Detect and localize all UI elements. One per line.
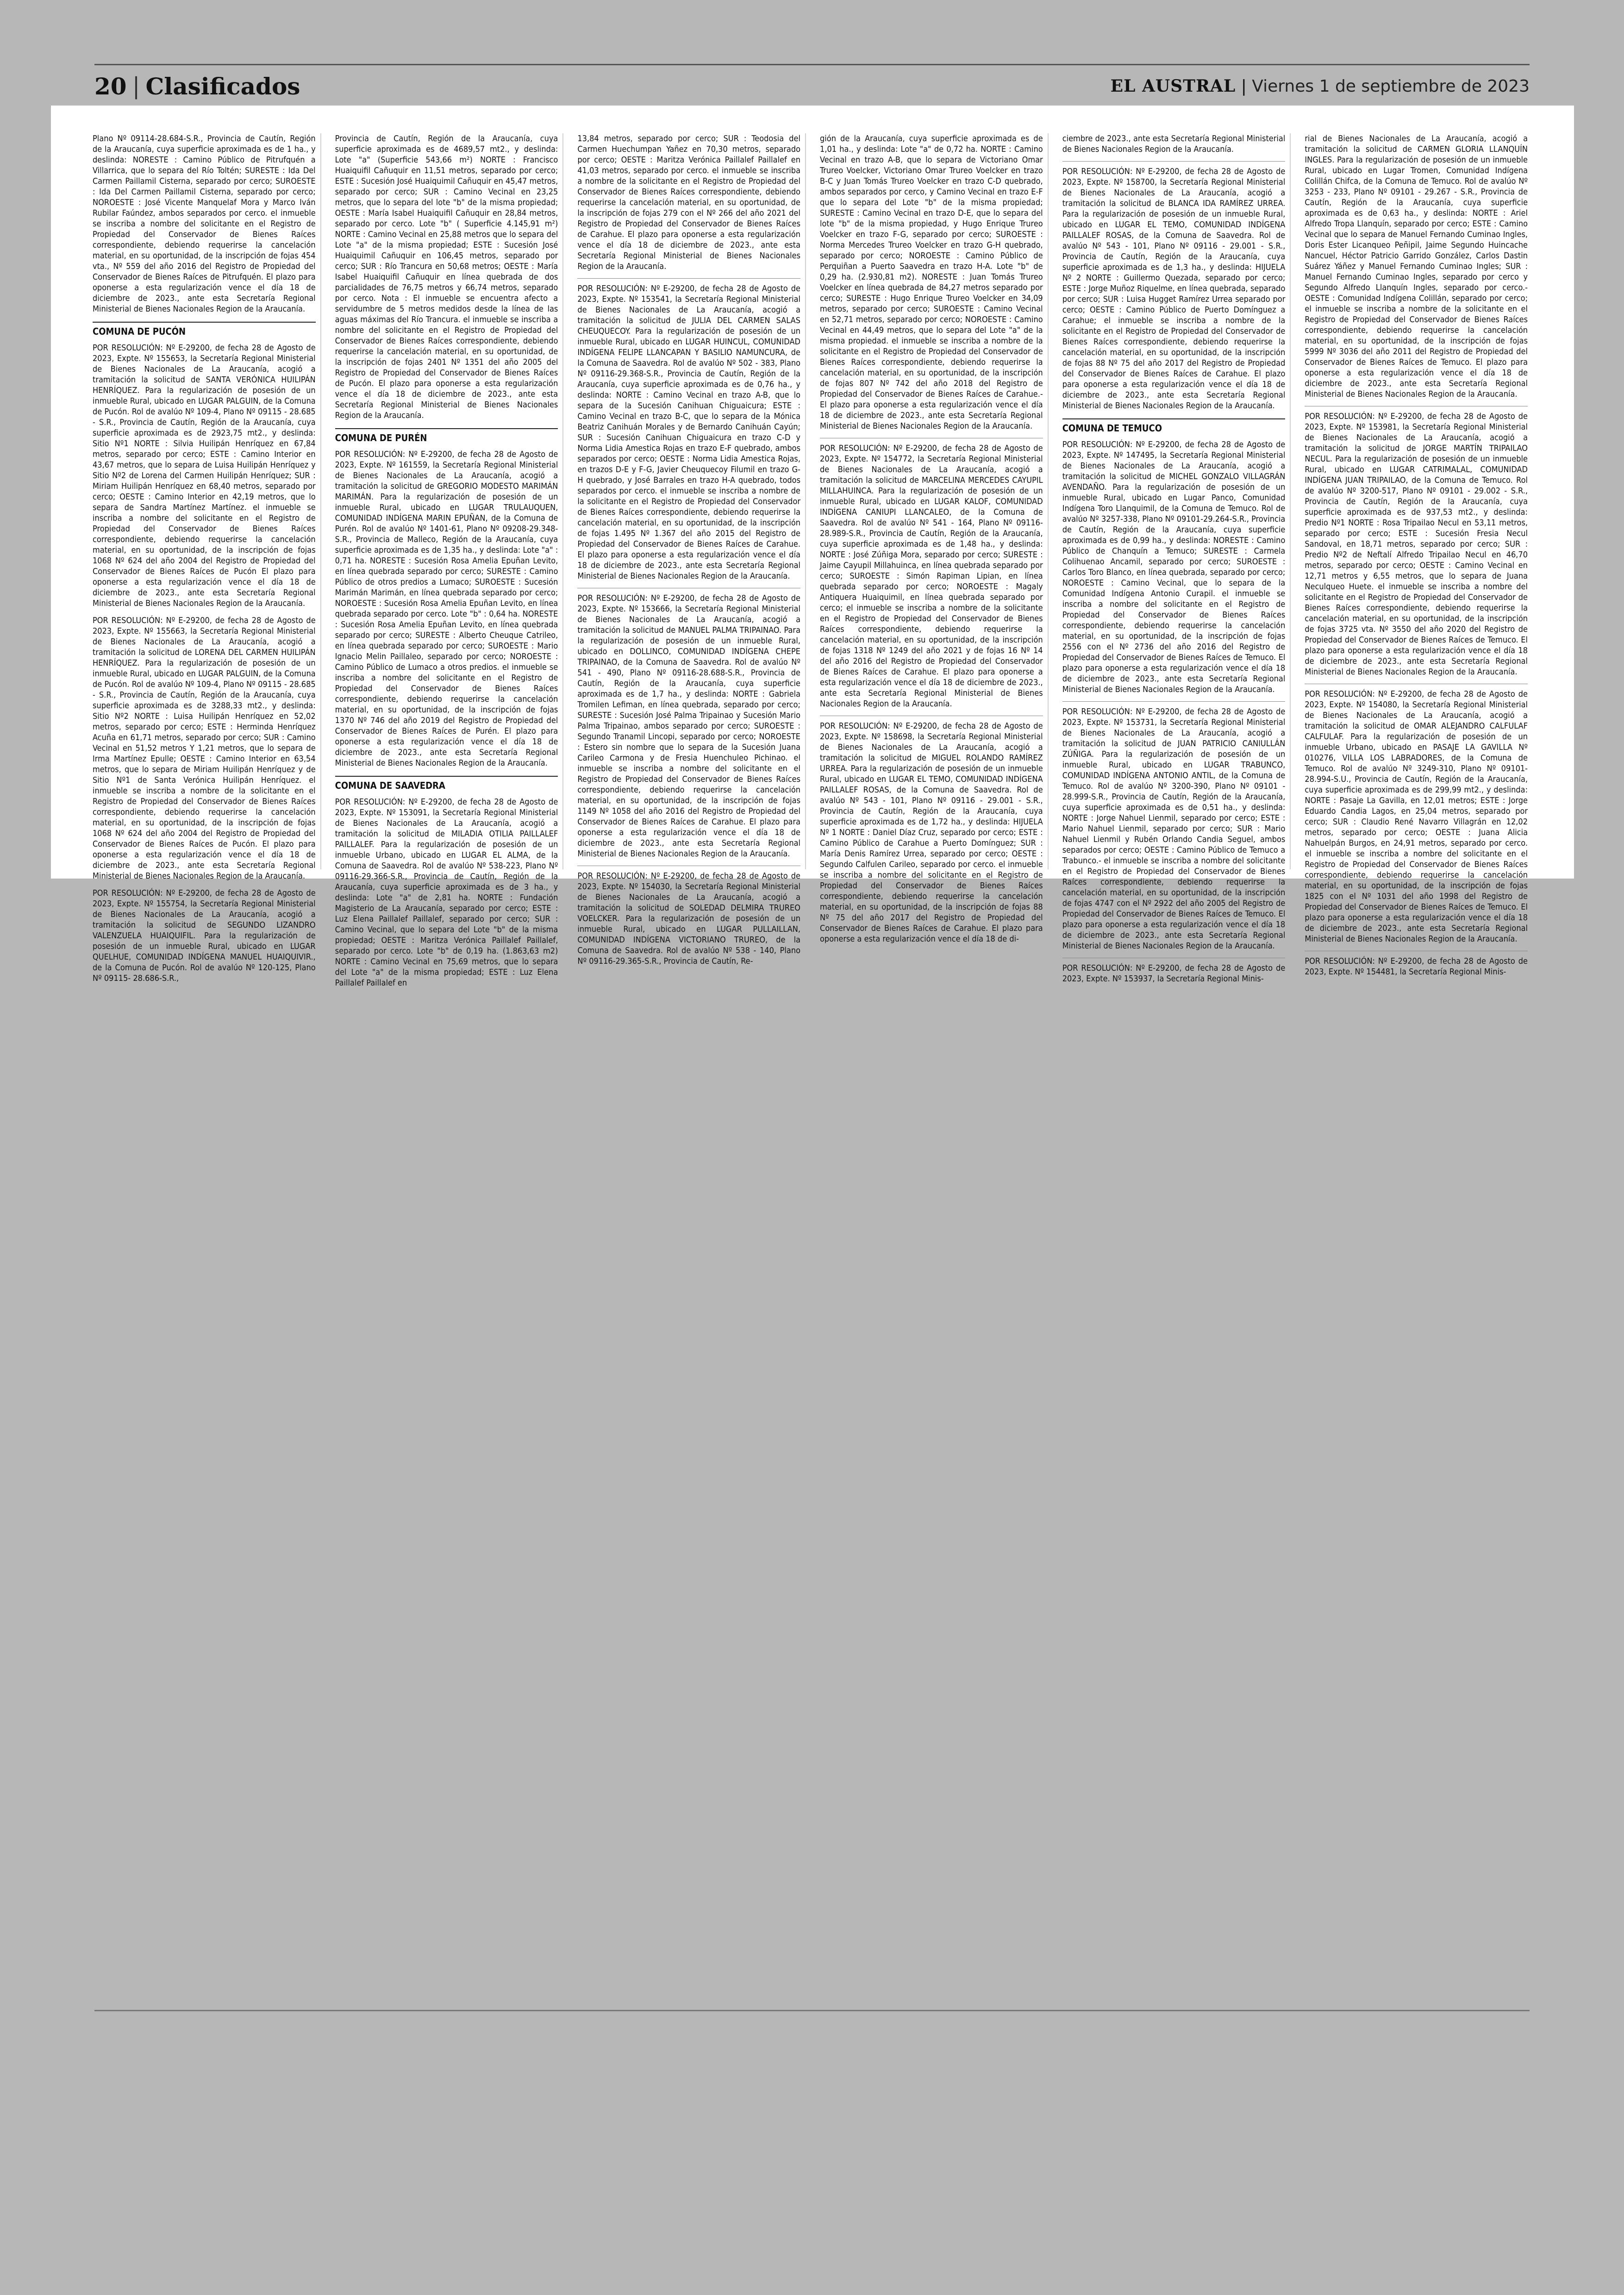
page-header <box>94 64 1530 107</box>
masthead <box>1111 76 1530 96</box>
classifieds-column-4 <box>820 133 1049 944</box>
legal-notice: POR RESOLUCIÓN: Nº E-29200, de fecha 28 de Agosto de 2023, Expte. Nº 147495, la Secretaría Regional Ministerial de Bienes Nacionales de La Araucanía, acogió a tramitación la solicitud de MICHEL GONZALO VILLAGRÁN AVENDAÑO. Para la regularización de posesión de un inmueble Rural, ubicado en Lugar Panco, Comunidad Indígena Toro Llanquimil, de la Comuna de Temuco. Rol de avalúo Nº 3257-338, Plano Nº 09101-29.264-S.R., Provincia de Cautín, Región de la Araucanía, cuya superficie aproximada es de 0,99 ha., y deslinda: NORESTE : Camino Público de Chanquín a Temuco; SURESTE : Carmela Colihuenao Ancamil, separado por cerco; SUROESTE : Carlos Toro Blanco, en línea quebrada, separado por cerco; NOROESTE : Camino Vecinal, que lo separa de la Comunidad Indígena Antonio Curapil. el inmueble se inscriba a nombre del solicitante en el Registro de Propiedad del Conservador de Bienes Raíces correspondiente, debiendo requerirse la cancelación material, en su oportunidad, de la inscripción de fojas 2556 con el Nº 2736 del año 2016 del Registro de Propiedad del Conservador de Bienes Raíces de Temuco. El plazo para oponerse a esta regularización vence el día 18 de diciembre de 2023., ante esta Secretaría Regional Ministerial de Bienes Nacionales Region de la Araucanía. <box>1062 440 1286 694</box>
legal-notice: 13,84 metros, separado por cerco; SUR : Teodosia del Carmen Huechumpan Yañez en 70,30 metros, separado por cerco; OESTE : Maritza Verónica Paillalef Paillalef en 41,03 metros, separado por cerco. el inmueble se inscriba a nombre de la solicitante en el Registro de Propiedad del Conservador de Bienes Raíces correspondiente, debiendo requerirse la cancelación material, en su oportunidad, de la inscripción de fojas 279 con el Nº 266 del año 2021 del Registro de Propiedad del Conservador de Bienes Raíces de Carahue. El plazo para oponerse a esta regularización vence el día 18 de diciembre de 2023., ante esta Secretaría Regional Ministerial de Bienes Nacionales Region de la Araucanía. <box>577 134 801 271</box>
legal-notice: POR RESOLUCIÓN: Nº E-29200, de fecha 28 de Agosto de 2023, Expte. Nº 161559, la Secretaría Regional Ministerial de Bienes Nacionales de La Araucanía, acogió a tramitación la solicitud de GREGORIO MODESTO MARIMÁN MARIMÁN. Para la regularización de posesión de un inmueble Rural, ubicado en LUGAR TRULAUQUEN, COMUNIDAD INDÍGENA MARIN EPUÑAN, de la Comuna de Purén. Rol de avalúo Nº 1401-61, Plano Nº 09208-29.348-S.R., Provincia de Malleco, Región de la Araucanía, cuya superficie aproximada es de 1,35 ha., y deslinda: Lote "a" : 0,71 ha. NORESTE : Sucesión Rosa Amelia Epuñan Levito, en línea quebrada separado por cerco; SURESTE : Camino Público de otros predios a Lumaco; SUROESTE : Sucesión Marimán Marimán, en línea quebrada separado por cerco; NOROESTE : Sucesión Rosa Amelia Epuñan Levito, en línea quebrada separado por cerco. Lote "b" : 0,64 ha. NORESTE : Sucesión Rosa Amelia Epuñan Levito, en línea quebrada separado por cerco; SURESTE : Alberto Cheuque Catrileo, en línea quebrada separado por cerco; SUROESTE : Mario Ignacio Melin Paillaleo, separado por cerco; NOROESTE : Camino Público de Lumaco a otros predios. el inmueble se inscriba a nombre del solicitante en el Registro de Propiedad del Conservador de Bienes Raíces correspondiente, debiendo requerirse la cancelación material, en su oportunidad, de la inscripción de fojas 1370 Nº 746 del año 2019 del Registro de Propiedad del Conservador de Bienes Raíces de Purén. El plazo para oponerse a esta regularización vence el día 18 de diciembre de 2023., ante esta Secretaría Regional Ministerial de Bienes Nacionales Region de la Araucanía. <box>335 449 558 768</box>
comuna-heading: COMUNA DE PURÉN <box>335 428 558 443</box>
bottom-divider <box>94 2010 1530 2011</box>
page-number: 20 <box>94 72 127 100</box>
classifieds-page <box>51 106 1574 988</box>
classifieds-column-2 <box>335 133 564 988</box>
classifieds-column-1 <box>93 133 321 983</box>
legal-notice: POR RESOLUCIÓN: Nº E-29200, de fecha 28 de Agosto de 2023, Expte. Nº 158700, la Secretaría Regional Ministerial de Bienes Nacionales de La Araucanía, acogió a tramitación la solicitud de BLANCA IDA RAMÍREZ URREA. Para la regularización de posesión de un inmueble Rural, ubicado en LUGAR EL TEMO, COMUNIDAD INDÍGENA PAILLALEF ROSAS, de la Comuna de Saavedra. Rol de avalúo Nº 543 - 101, Plano Nº 09116 - 29.001 - S.R., Provincia de Cautín, Región de la Araucanía, cuya superficie aproximada es de 1,3 ha., y deslinda: HIJUELA Nº 2 NORTE : Guillermo Quezada, separado por cerco; ESTE : Jorge Muñoz Riquelme, en línea quebrada, separado por cerco; SUR : Luisa Hugget Ramírez Urrea separado por cerco; OESTE : Camino Público de Puerto Domínguez a Carahue; el inmueble se inscriba a nombre de la solicitante en el Registro de Propiedad del Conservador de Bienes Raíces correspondiente, debiendo requerirse la cancelación material, en su oportunidad, de la inscripción de fojas 88 Nº 75 del año 2017 del Registro de Propiedad del Conservador de Bienes Raíces de Carahue. El plazo para oponerse a esta regularización vence el día 18 de diciembre de 2023., ante esta Secretaría Regional Ministerial de Bienes Nacionales Region de la Araucanía. <box>1062 167 1286 411</box>
legal-notice: POR RESOLUCIÓN: Nº E-29200, de fecha 28 de Agosto de 2023, Expte. Nº 153937, la Secretaría Regional Minis- <box>1062 963 1286 984</box>
header-separator: | <box>132 73 140 100</box>
issue-date: Viernes 1 de septiembre de 2023 <box>1252 77 1530 96</box>
legal-notice: Plano Nº 09114-28.684-S.R., Provincia de Cautín, Región de la Araucanía, cuya superficie aproximada es de 1 ha., y deslinda: NORESTE : Camino Público de Pitrufquén a Villarrica, que lo separa del Río Toltén; SURESTE : Ida Del Carmen Paillamil Cisterna, separado por cerco; SUROESTE : Ida Del Carmen Paillamil Cisterna, separado por cerco; NOROESTE : José Vicente Manquelaf Mora y Marco Iván Rubilar Faúndez, ambos separados por cerco. el inmueble se inscriba a nombre del solicitante en el Registro de Propiedad del Conservador de Bienes Raíces correspondiente, debiendo requerirse la cancelación material, en su oportunidad, de la inscripción de fojas 454 vta., Nº 559 del año 2016 del Registro de Propiedad del Conservador de Bienes Raíces de Pitrufquén. El plazo para oponerse a esta regularización vence el día 18 de diciembre de 2023., ante esta Secretaría Regional Ministerial de Bienes Nacionales Region de la Araucanía. <box>93 134 316 314</box>
legal-notice: POR RESOLUCIÓN: Nº E-29200, de fecha 28 de Agosto de 2023, Expte. Nº 155754, la Secretaría Regional Ministerial de Bienes Nacionales de La Araucanía, acogió a tramitación la solicitud de SEGUNDO LIZANDRO VALENZUELA HUAIQUIFIL. Para la regularización de posesión de un inmueble Rural, ubicado en LUGAR QUELHUE, COMUNIDAD INDÍGENA MANUEL HUAIQUIVIR., de la Comuna de Pucón. Rol de avalúo Nº 120-125, Plano Nº 09115- 28.686-S.R., <box>93 888 316 983</box>
legal-notice: POR RESOLUCIÓN: Nº E-29200, de fecha 28 de Agosto de 2023, Expte. Nº 154481, la Secretaría Regional Minis- <box>1305 956 1528 977</box>
legal-notice: POR RESOLUCIÓN: Nº E-29200, de fecha 28 de Agosto de 2023, Expte. Nº 153981, la Secretaría Regional Ministerial de Bienes Nacionales de La Araucanía, acogió a tramitación la solicitud de JORGE MARTÍN TRIPAILAO NECUL. Para la regularización de posesión de un inmueble Rural, ubicado en LUGAR CATRIMALAL, COMUNIDAD INDÍGENA JUAN TRIPAILAO, de la Comuna de Temuco. Rol de avalúo Nº 3200-517, Plano Nº 09101 - 29.002 - S.R., Provincia de Cautín, Región de la Araucanía, cuya superficie aproximada es de 937,53 mt2., y deslinda: Predio Nº1 NORTE : Rosa Tripailao Necul en 53,11 metros, separado por cerco; ESTE : Sucesión Fresia Necul Sandoval, en 18,71 metros, separado por cerco; SUR : Predio Nº2 de Neftalí Alfredo Tripailao Necul en 46,70 metros, separado por cerco; OESTE : Camino Vecinal en 12,71 metros y 6,55 metros, que lo separa de Juana Neculqueo Huete. el inmueble se inscriba a nombre del solicitante en el Registro de Propiedad del Conservador de Bienes Raíces correspondiente, debiendo requerirse la cancelación material, en su oportunidad, de la inscripción de fojas 3725 vta. Nº 3550 del año 2020 del Registro de Propiedad del Conservador de Bienes Raíces de Temuco. El plazo para oponerse a esta regularización vence el día 18 de diciembre de 2023., ante esta Secretaría Regional Ministerial de Bienes Nacionales Region de la Araucanía. <box>1305 412 1528 677</box>
page-section-title <box>94 73 300 100</box>
legal-notice: POR RESOLUCIÓN: Nº E-29200, de fecha 28 de Agosto de 2023, Expte. Nº 155663, la Secretaría Regional Ministerial de Bienes Nacionales de La Araucanía, acogió a tramitación la solicitud de LORENA DEL CARMEN HUILIPÁN HENRÍQUEZ. Para la regularización de posesión de un inmueble Rural, ubicado en LUGAR PALGUIN, de la Comuna de Pucón. Rol de avalúo Nº 109-4, Plano Nº 09115 - 28.685 - S.R., Provincia de Cautín, Región de la Araucanía, cuya superficie aproximada es de 3288,33 mt2., y deslinda: Sitio Nº2 NORTE : Luisa Huilipán Henríquez en 52,02 metros, separado por cerco; ESTE : Herminda Henríquez Acuña en 61,71 metros, separado por cerco; SUR : Camino Vecinal en 51,52 metros Y 1,21 metros, que lo separa de Irma Martínez Epulle; OESTE : Camino Interior en 63,54 metros, que lo separa de Miriam Huilipán Henríquez y de Sitio Nº1 de Santa Verónica Huilipán Henríquez. el inmueble se inscriba a nombre de la solicitante en el Registro de Propiedad del Conservador de Bienes Raíces correspondiente, debiendo requerirse la cancelación material, en su oportunidad, de la inscripción de fojas 1068 Nº 624 del año 2004 del Registro de Propiedad del Conservador de Bienes Raíces de Pucón. El plazo para oponerse a esta regularización vence el día 18 de diciembre de 2023., ante esta Secretaría Regional Ministerial de Bienes Nacionales Region de la Araucanía. <box>93 616 316 881</box>
comuna-heading: COMUNA DE TEMUCO <box>1062 418 1286 434</box>
legal-notice: POR RESOLUCIÓN: Nº E-29200, de fecha 28 de Agosto de 2023, Expte. Nº 154080, la Secretaría Regional Ministerial de Bienes Nacionales de La Araucanía, acogió a tramitación la solicitud de OMAR ALEJANDRO CALFULAF CALFULAF. Para la regularización de posesión de un inmueble Urbano, ubicado en PASAJE LA GAVILLA Nº 010276, VILLA LOS LABRADORES, de la Comuna de Temuco. Rol de avalúo Nº 3249-310, Plano Nº 09101-28.994-S.U., Provincia de Cautín, Región de la Araucanía, cuya superficie aproximada es de 299,99 mt2., y deslinda: NORTE : Pasaje La Gavilla, en 12,01 metros; ESTE : Jorge Eduardo Candia Lagos, en 25,04 metros, separado por cerco; SUR : Claudio René Navarro Villagrán en 12,02 metros, separado por cerco; OESTE : Juana Alicia Nahuelpán Burgos, en 24,91 metros, separado por cerco. el inmueble se inscriba a nombre del solicitante en el Registro de Propiedad del Conservador de Bienes Raíces correspondiente, debiendo requerirse la cancelación material, en su oportunidad, de la inscripción de fojas 1825 con el Nº 1031 del año 1998 del Registro de Propiedad del Conservador de Bienes Raíces de Temuco. El plazo para oponerse a esta regularización vence el día 18 de diciembre de 2023., ante esta Secretaría Regional Ministerial de Bienes Nacionales Region de la Araucanía. <box>1305 689 1528 944</box>
comuna-heading: COMUNA DE SAAVEDRA <box>335 776 558 791</box>
comuna-heading: COMUNA DE PUCÓN <box>93 322 316 337</box>
legal-notice: POR RESOLUCIÓN: Nº E-29200, de fecha 28 de Agosto de 2023, Expte. Nº 155653, la Secretaría Regional Ministerial de Bienes Nacionales de La Araucanía, acogió a tramitación la solicitud de SANTA VERÓNICA HUILIPÁN HENRÍQUEZ. Para la regularización de posesión de un inmueble Rural, ubicado en LUGAR PALGUIN, de la Comuna de Pucón. Rol de avalúo Nº 109-4, Plano Nº 09115 - 28.685 - S.R., Provincia de Cautín, Región de la Araucanía, cuya superficie aproximada es de 2923,75 mt2., y deslinda: Sitio Nº1 NORTE : Silvia Huilipán Henríquez en 67,84 metros, separado por cerco; ESTE : Camino Interior en 43,67 metros, que lo separa de Luisa Huilipán Henríquez y Sitio Nº2 de Lorena del Carmen Huilipán Henríquez; SUR : Miriam Huilipán Henríquez en 68,40 metros, separado por cerco; OESTE : Camino Interior en 42,19 metros, que lo separa de Sandra Martínez Martínez. el inmueble se inscriba a nombre del solicitante en el Registro de Propiedad del Conservador de Bienes Raíces correspondiente, debiendo requerirse la cancelación material, en su oportunidad, de la inscripción de fojas 1068 Nº 624 del año 2004 del Registro de Propiedad del Conservador de Bienes Raíces de Pucón El plazo para oponerse a esta regularización vence el día 18 de diciembre de 2023., ante esta Secretaría Regional Ministerial de Bienes Nacionales Region de la Araucanía. <box>93 343 316 608</box>
masthead-separator: | <box>1241 77 1247 96</box>
notice-divider <box>577 278 800 279</box>
notice-divider <box>1062 161 1286 162</box>
section-name: Clasificados <box>145 72 300 100</box>
notice-divider <box>1062 701 1286 702</box>
legal-notice: POR RESOLUCIÓN: Nº E-29200, de fecha 28 de Agosto de 2023, Expte. Nº 154030, la Secretaría Regional Ministerial de Bienes Nacionales de La Araucanía, acogió a tramitación la solicitud de SOLEDAD DELMIRA TRUREO VOELCKER. Para la regularización de posesión de un inmueble Rural, ubicado en LUGAR PULLAILLAN, COMUNIDAD INDÍGENA VICTORIANO TRUREO, de la Comuna de Saavedra. Rol de avalúo Nº 538 - 140, Plano Nº 09116-29.365-S.R., Provincia de Cautín, Re- <box>577 871 801 966</box>
legal-notice: POR RESOLUCIÓN: Nº E-29200, de fecha 28 de Agosto de 2023, Expte. Nº 154772, la Secretaría Regional Ministerial de Bienes Nacionales de La Araucanía, acogió a tramitación la solicitud de MARCELINA MERCEDES CAYUPIL MILLAHUINCA. Para la regularización de posesión de un inmueble Rural, ubicado en LUGAR KALOF, COMUNIDAD INDÍGENA CANIUPI LLANCALEO, de la Comuna de Saavedra. Rol de avalúo Nº 541 - 164, Plano Nº 09116-28.989-S.R., Provincia de Cautín, Región de la Araucanía, cuya superficie aproximada es de 1,48 ha., y deslinda: NORTE : José Zúñiga Mora, separado por cerco; SURESTE : Jaime Cayupil Millahuinca, en línea quebrada separado por cerco; SUROESTE : Simón Rapiman Lipian, en línea quebrada separado por cerco; NOROESTE : Magaly Antiquera Huaiquimil, en línea quebrada separado por cerco; el inmueble se inscriba a nombre de la solicitante en el Registro de Propiedad del Conservador de Bienes Raíces correspondiente, debiendo requerirse la cancelación material, en su oportunidad, de la inscripción de fojas 1318 Nº 1249 del año 2021 y de fojas 16 Nº 14 del año 2016 del Registro de Propiedad del Conservador de Bienes Raíces de Carahue. El plazo para oponerse a esta regularización vence el día 18 de diciembre de 2023., ante esta Secretaría Regional Ministerial de Bienes Nacionales Region de la Araucanía. <box>820 443 1043 709</box>
legal-notice: POR RESOLUCIÓN: Nº E-29200, de fecha 28 de Agosto de 2023, Expte. Nº 153731, la Secretaría Regional Ministerial de Bienes Nacionales de La Araucanía, acogió a tramitación la solicitud de JUAN PATRICIO CANIULLÁN ZÚÑIGA. Para la regularización de posesión de un inmueble Rural, ubicado en LUGAR TRABUNCO, COMUNIDAD INDÍGENA ANTONIO ANTIL, de la Comuna de Temuco. Rol de avalúo Nº 3200-390, Plano Nº 09101 - 28.999-S.R., Provincia de Cautín, Región de la Araucanía, cuya superficie aproximada es de 0,51 ha., y deslinda: NORTE : Jorge Nahuel Lienmil, separado por cerco; ESTE : Mario Nahuel Lienmil, separado por cerco; SUR : Mario Nahuel Lienmil y Rubén Orlando Candia Seguel, ambos separados por cerco; OESTE : Camino Público de Temuco a Trabunco.- el inmueble se inscriba a nombre del solicitante en el Registro de Propiedad del Conservador de Bienes Raíces correspondiente, debiendo requerirse la cancelación material, en su oportunidad, de la inscripción de fojas 4747 con el Nº 2922 del año 2005 del Registro de Propiedad del Conservador de Bienes Raíces de Temuco. El plazo para oponerse a esta regularización vence el día 18 de diciembre de 2023., ante esta Secretaría Regional Ministerial de Bienes Nacionales Region de la Araucanía. <box>1062 707 1286 951</box>
classifieds-column-6 <box>1305 133 1532 977</box>
legal-notice: gión de la Araucanía, cuya superficie aproximada es de 1,01 ha., y deslinda: Lote "a" de 0,72 ha. NORTE : Camino Vecinal en trazo A-B, que lo separa de Victoriano Omar Trureo Voelcker, Victoriano Omar Trureo Voelcker en trazo B-C y Juan Tomás Trureo Voelcker en trazo C-D quebrado, ambos separados por cerco, y Camino Vecinal en trazo E-F que lo separa del Lote "b" de la misma propiedad; SURESTE : Camino Vecinal en trazo D-E, que lo separa del lote "b" de la misma propiedad, y Hugo Enrique Trureo Voelcker en trazo F-G, separado por cerco; SUROESTE : Norma Mercedes Trureo Voelcker en trazo G-H quebrado, separado por cerco; NOROESTE : Camino Público de Perquiñan a Puerto Saavedra en trazo H-A. Lote "b" de 0,29 ha. (2.930,81 m2). NORESTE : Juan Tomás Trureo Voelcker en línea quebrada de 84,27 metros separado por cerco; SURESTE : Hugo Enrique Trureo Voelcker en 34,09 metros, separado por cerco; SUROESTE : Camino Vecinal en 52,71 metros, separado por cerco; NOROESTE : Camino Vecinal en 44,49 metros, que lo separa del Lote "a" de la misma propiedad. el inmueble se inscriba a nombre de la solicitante en el Registro de Propiedad del Conservador de Bienes Raíces correspondiente, debiendo requerirse la cancelación material, en su oportunidad, de la inscripción de fojas 807 Nº 742 del año 2018 del Registro de Propiedad del Conservador de Bienes Raíces de Carahue.- El plazo para oponerse a esta regularización vence el día 18 de diciembre de 2023., ante esta Secretaría Regional Ministerial de Bienes Nacionales Region de la Araucanía. <box>820 134 1043 431</box>
legal-notice: Provincia de Cautín, Región de la Araucanía, cuya superficie aproximada es de 4689,57 mt2., y deslinda: Lote "a" (Superficie 543,66 m²) NORTE : Francisco Huaiquifil Cañuquir en 11,51 metros, separado por cerco; ESTE : Sucesión José Huaiquimil Cañuquir en 45,47 metros, separado por cerco; SUR : Camino Vecinal en 23,25 metros, que lo separa del lote "b" de la misma propiedad; OESTE : María Isabel Huaiquifil Cañuquir en 28,84 metros, separado por cerco. Lote "b" ( Superficie 4.145,91 m²) NORTE : Camino Vecinal en 25,88 metros que lo separa del Lote "a" de la misma propiedad; ESTE : Sucesión José Huaiquimil Cañuquir en 106,45 metros, separado por cerco; SUR : Río Trancura en 50,68 metros; OESTE : María Isabel Huaiquifil Cañuquir en línea quebrada de dos parcialidades de 76,75 metros y 66,74 metros, separado por cerco. Nota : El inmueble se encuentra afecto a servidumbre de 5 metros medidos desde la línea de las aguas máximas del Río Trancura. el inmueble se inscriba a nombre del solicitante en el Registro de Propiedad del Conservador de Bienes Raíces correspondiente, debiendo requerirse la cancelación material, en su oportunidad, de la inscripción de fojas 2401 Nº 1351 del año 2005 del Registro de Propiedad del Conservador de Bienes Raíces de Pucón. El plazo para oponerse a esta regularización vence el día 18 de diciembre de 2023., ante esta Secretaría Regional Ministerial de Bienes Nacionales Region de la Araucanía. <box>335 134 558 420</box>
legal-notice: POR RESOLUCIÓN: Nº E-29200, de fecha 28 de Agosto de 2023, Expte. Nº 153541, la Secretaría Regional Ministerial de Bienes Nacionales de La Araucanía, acogió a tramitación la solicitud de JULIA DEL CARMEN SALAS CHEUQUECOY. Para la regularización de posesión de un inmueble Rural, ubicado en LUGAR HUINCUL, COMUNIDAD INDÍGENA FELIPE LLANCAPAN Y BASILIO NAMUNCURA, de la Comuna de Saavedra. Rol de avalúo Nº 502 - 383, Plano Nº 09116-29.368-S.R., Provincia de Cautín, Región de la Araucanía, cuya superficie aproximada es de 0,76 ha., y deslinda: NORTE : Camino Vecinal en trazo A-B, que lo separa de la Sucesión Canihuan Chiguaicura; ESTE : Camino Vecinal en trazo B-C, que lo separa de la Mónica Beatriz Canihuán Morales y de Bernardo Canihuán Cayún; SUR : Sucesión Canihuan Chiguaicura en trazo C-D y Norma Lidia Amestica Rojas en trazo E-F quebrado, ambos separados por cerco; OESTE : Norma Lidia Amestica Rojas, en trazos D-E y F-G, Javier Cheuquecoy Filumil en trazo G-H quebrado, y José Barrales en trazo H-A quebrado, todos separados por cerco. el inmueble se inscriba a nombre de la solicitante en el Registro de Propiedad del Conservador de Bienes Raíces correspondiente, debiendo requerirse la cancelación material, en su oportunidad, de la inscripción de fojas 1.495 Nº 1.367 del año 2015 del Registro de Propiedad del Conservador de Bienes Raíces de Carahue. El plazo para oponerse a esta regularización vence el día 18 de diciembre de 2023., ante esta Secretaría Regional Ministerial de Bienes Nacionales Region de la Araucanía. <box>577 284 801 581</box>
newspaper-brand: EL AUSTRAL <box>1110 76 1236 96</box>
legal-notice: POR RESOLUCIÓN: Nº E-29200, de fecha 28 de Agosto de 2023, Expte. Nº 158698, la Secretaría Regional Ministerial de Bienes Nacionales de La Araucanía, acogió a tramitación la solicitud de MIGUEL ROLANDO RAMÍREZ URREA. Para la regularización de posesión de un inmueble Rural, ubicado en LUGAR EL TEMO, COMUNIDAD INDÍGENA PAILLALEF ROSAS, de la Comuna de Saavedra. Rol de avalúo Nº 543 - 101, Plano Nº 09116 - 29.001 - S.R., Provincia de Cautín, Región de la Araucanía, cuya superficie aproximada es de 1,72 ha., y deslinda: HIJUELA Nº 1 NORTE : Daniel Díaz Cruz, separado por cerco; ESTE : Camino Público de Carahue a Puerto Domínguez; SUR : María Denis Ramírez Urrea, separado por cerco; OESTE : Segundo Calfulen Carileo, separado por cerco. el inmueble se inscriba a nombre del solicitante en el Registro de Propiedad del Conservador de Bienes Raíces correspondiente, debiendo requerirse la cancelación material, en su oportunidad, de la inscripción de fojas 88 Nº 75 del año 2017 del Registro de Propiedad del Conservador de Bienes Raíces de Carahue. El plazo para oponerse a esta regularización vence el día 18 de di- <box>820 721 1043 944</box>
classifieds-column-5 <box>1062 133 1291 984</box>
legal-notice: rial de Bienes Nacionales de La Araucanía, acogió a tramitación la solicitud de CARMEN GLORIA LLANQUÍN INGLES. Para la regularización de posesión de un inmueble Rural, ubicado en Lugar Tromen, Comunidad Indígena Colillán Chifca, de la Comuna de Temuco. Rol de avalúo Nº 3253 - 233, Plano Nº 09101 - 29.267 - S.R., Provincia de Cautín, Región de la Araucanía, cuya superficie aproximada es de 0,63 ha., y deslinda: NORTE : Ariel Alfredo Tropa Llanquín, separado por cerco; ESTE : Camino Vecinal que lo separa de Manuel Fernando Cuminao Ingles, Doris Ester Licanqueo Peñipil, Jaime Segundo Huincache Nancuel, Héctor Patricio Garrido González, Carlos Dastin Suárez Yáñez y Manuel Fernando Cuminao Ingles; SUR : Manuel Fernando Cuminao Ingles, separado por cerco y Segundo Alfredo Llanquín Ingles, separado por cerco.- OESTE : Comunidad Indígena Colillán, separado por cerco; el inmueble se inscriba a nombre de la solicitante en el Registro de Propiedad del Conservador de Bienes Raíces correspondiente, debiendo requerirse la cancelación material, en su oportunidad, de la inscripción de fojas 5999 Nº 3036 del año 2011 del Registro de Propiedad del Conservador de Bienes Raíces de Temuco. El plazo para oponerse a esta regularización vence el día 18 de diciembre de 2023., ante esta Secretaría Regional Ministerial de Bienes Nacionales Region de la Araucanía. <box>1305 134 1528 399</box>
classifieds-columns <box>93 133 1532 988</box>
legal-notice: ciembre de 2023., ante esta Secretaría Regional Ministerial de Bienes Nacionales Region de la Araucanía. <box>1062 134 1286 154</box>
classifieds-column-3 <box>577 133 806 966</box>
legal-notice: POR RESOLUCIÓN: Nº E-29200, de fecha 28 de Agosto de 2023, Expte. Nº 153091, la Secretaría Regional Ministerial de Bienes Nacionales de La Araucanía, acogió a tramitación la solicitud de MILADIA OTILIA PAILLALEF PAILLALEF. Para la regularización de posesión de un inmueble Urbano, ubicado en LUGAR EL ALMA, de la Comuna de Saavedra. Rol de avalúo Nº 538-223, Plano Nº 09116-29.366-S.R., Provincia de Cautín, Región de la Araucanía, cuya superficie aproximada es de 3 ha., y deslinda: Lote "a" de 2,81 ha. NORTE : Fundación Magisterio de La Araucanía, separado por cerco; ESTE : Luz Elena Paillalef Paillalef, separado por cerco; SUR : Camino Vecinal, que lo separa del Lote "b" de la misma propiedad; OESTE : Maritza Verónica Paillalef Paillalef, separado por cerco. Lote "b" de 0,19 ha. (1.863,63 m2) NORTE : Camino Vecinal en 75,69 metros, que lo separa del Lote "a" de la misma propiedad; ESTE : Luz Elena Paillalef Paillalef en <box>335 797 558 988</box>
legal-notice: POR RESOLUCIÓN: Nº E-29200, de fecha 28 de Agosto de 2023, Expte. Nº 153666, la Secretaría Regional Ministerial de Bienes Nacionales de La Araucanía, acogió a tramitación la solicitud de MANUEL PALMA TRIPAINAO. Para la regularización de posesión de un inmueble Rural, ubicado en DOLLINCO, COMUNIDAD INDÍGENA CHEPE TRIPAINAO, de la Comuna de Saavedra. Rol de avalúo Nº 541 - 490, Plano Nº 09116-28.688-S.R., Provincia de Cautín, Región de la Araucanía, cuya superficie aproximada es de 1,7 ha., y deslinda: NORTE : Gabriela Tromilen Lefiman, en línea quebrada, separado por cerco; SURESTE : Sucesión José Palma Tripainao y Sucesión Mario Palma Tripainao, ambos separado por cerco; SUROESTE : Segundo Tranamil Lincopi, separado por cerco; NOROESTE : Estero sin nombre que lo separa de la Sucesión Juana Carileo Carmona y de Fresia Huenchuleo Pichinao. el inmueble se inscriba a nombre del solicitante en el Registro de Propiedad del Conservador de Bienes Raíces correspondiente, debiendo requerirse la cancelación material, en su oportunidad, de la inscripción de fojas 1149 Nº 1058 del año 2016 del Registro de Propiedad del Conservador de Bienes Raíces de Carahue. El plazo para oponerse a esta regularización vence el día 18 de diciembre de 2023., ante esta Secretaría Regional Ministerial de Bienes Nacionales Region de la Araucanía. <box>577 593 801 859</box>
